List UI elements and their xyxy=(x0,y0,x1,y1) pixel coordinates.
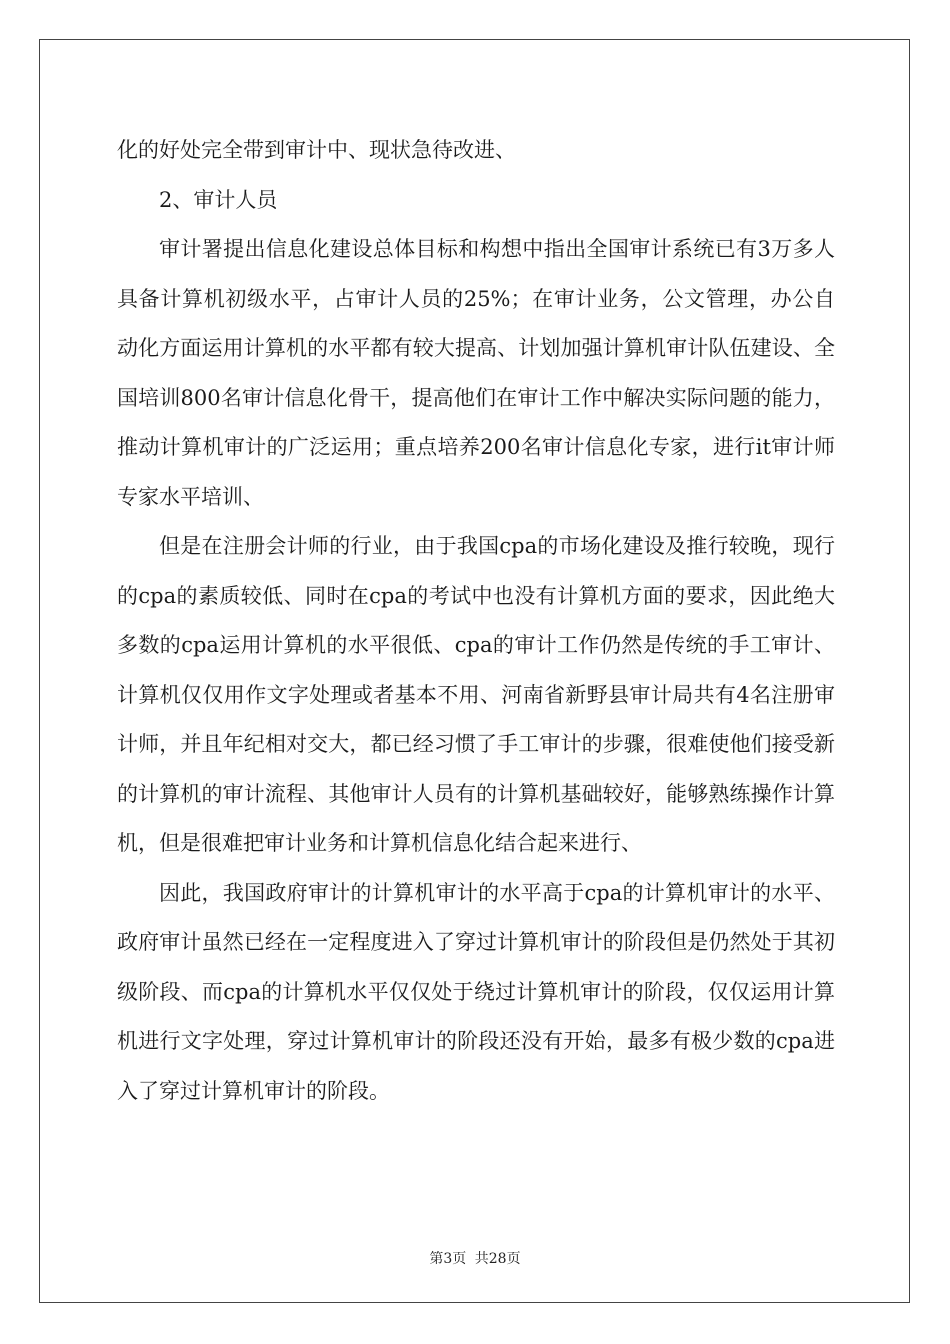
paragraph-2: 审计署提出信息化建设总体目标和构想中指出全国审计系统已有3万多人具备计算机初级水平，占审计人员的25%；在审计业务，公文管理，办公自动化方面运用计算机的水平都有较大提高、计划加强计算机审计队伍建设、全国培训800名审计信息化骨干，提高他们在审计工作中解决实际问题的能力，推动计算机审计的广泛运用；重点培养200名审计信息化专家，进行it审计师专家水平培训、 xyxy=(117,237,835,509)
paragraph-4: 因此，我国政府审计的计算机审计的水平高于cpa的计算机审计的水平、政府审计虽然已经在一定程度进入了穿过计算机审计的阶段但是仍然处于其初级阶段、而cpa的计算机水平仅仅处于绕过计算机审计的阶段，仅仅运用计算机进行文字处理，穿过计算机审计的阶段还没有开始，最多有极少数的cpa进入了穿过计算机审计的阶段。 xyxy=(117,880,835,1103)
total-pages: 共28页 xyxy=(474,1251,521,1267)
document-body xyxy=(117,126,835,1116)
page-number: 第3页 xyxy=(429,1251,467,1267)
section-heading: 2、审计人员 xyxy=(159,187,278,212)
paragraph-1: 化的好处完全带到审计中、现状急待改进、 xyxy=(117,138,516,162)
paragraph-3: 但是在注册会计师的行业，由于我国cpa的市场化建设及推行较晚，现行的cpa的素质较低、同时在cpa的考试中也没有计算机方面的要求，因此绝大多数的cpa运用计算机的水平很低、cpa的审计工作仍然是传统的手工审计、计算机仅仅用作文字处理或者基本不用、河南省新野县审计局共有4名注册审计师，并且年纪相对交大，都已经习惯了手工审计的步骤，很难使他们接受新的计算机的审计流程、其他审计人员有的计算机基础较好，能够熟练操作计算机，但是很难把审计业务和计算机信息化结合起来进行、 xyxy=(117,534,835,855)
page-footer xyxy=(0,1248,950,1268)
